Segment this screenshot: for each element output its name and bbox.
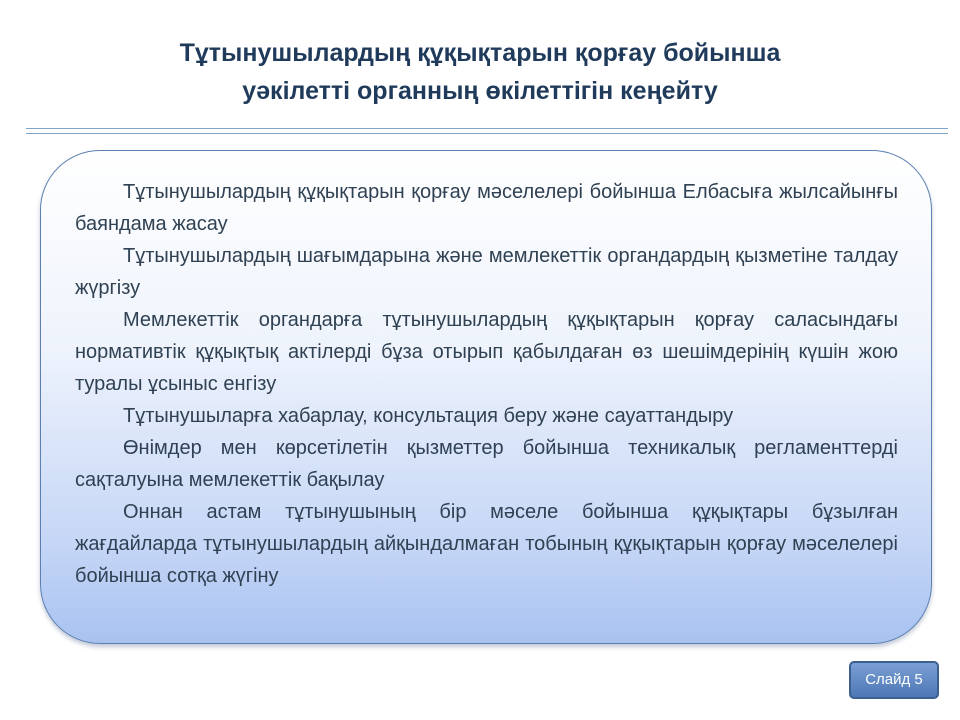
list-item: Тұтынушыларға хабарлау, консультация беру және сауаттандыру <box>123 405 734 427</box>
title-divider-top <box>26 128 948 129</box>
slide-title-line-1: Тұтынушылардың құқықтарын қорғау бойынша <box>179 39 781 67</box>
slide-title-line-2: уәкілетті органның өкілеттігін кеңейту <box>242 77 718 105</box>
list-item: Мемлекеттік органдарға тұтынушылардың құқықтарын қорғау саласындағы нормативтік құқықтық актілерді бұза отырып қабылдаған өз шешімдерінің күшін жою туралы ұсыныс енгізу <box>75 309 898 395</box>
title-divider-bottom <box>26 133 948 134</box>
list-item: Тұтынушылардың шағымдарына және мемлекеттік органдардың қызметіне талдау жүргізу <box>75 245 898 299</box>
list-item: Оннан астам тұтынушының бір мәселе бойынша құқықтары бұзылған жағдайларда тұтынушылардың айқындалмаған тобының құқықтарын қорғау мәселелері бойынша сотқа жүгіну <box>75 501 898 587</box>
list-item: Тұтынушылардың құқықтарын қорғау мәселелері бойынша Елбасыға жылсайынғы баяндама жасау <box>75 181 898 235</box>
list-item: Өнімдер мен көрсетілетін қызметтер бойынша техникалық регламенттерді сақталуына мемлекеттік бақылау <box>75 437 898 491</box>
slide-title <box>60 34 900 110</box>
content-list <box>75 176 898 592</box>
slide-number-button[interactable]: Слайд 5 <box>849 661 939 699</box>
